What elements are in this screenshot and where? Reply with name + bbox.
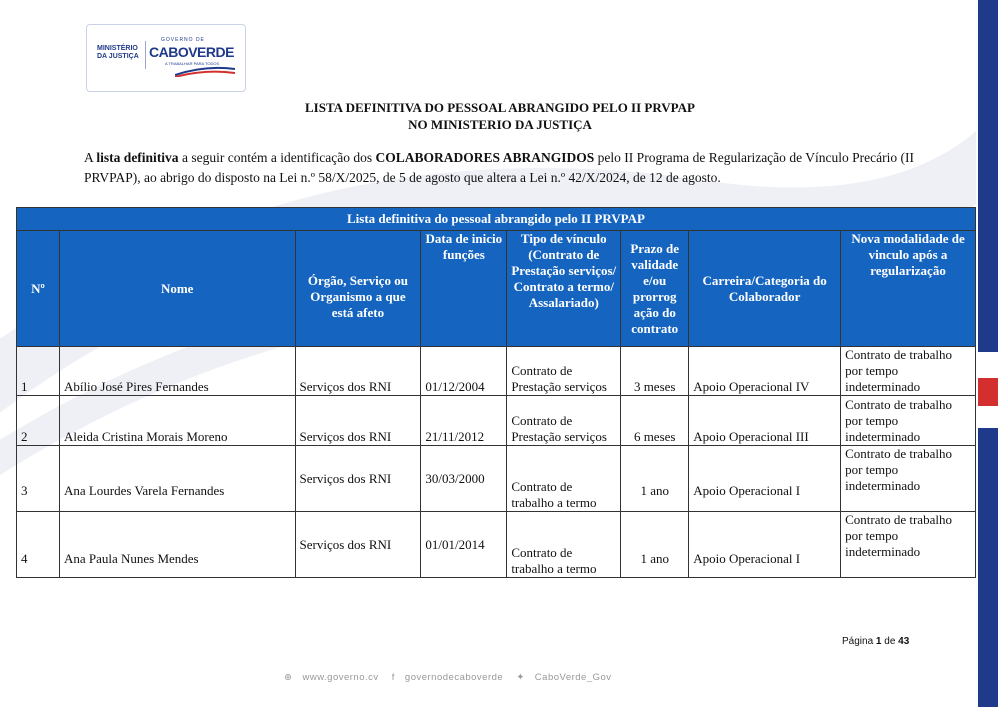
table-caption: Lista definitiva do pessoal abrangido pelo II PRVPAP xyxy=(17,208,976,231)
intro-paragraph: A lista definitiva a seguir contém a identificação dos COLABORADORES ABRANGIDOS pelo II Programa de Regularização de Vínculo Precário (II PRVPAP), ao abrigo do disposto na Lei n.º 58/X/2025, de 5 de agosto que altera a Lei n.º 42/X/2024, de 12 de agosto. xyxy=(84,150,914,185)
logo-gov-text: GOVERNO DE xyxy=(161,37,205,43)
twitter-icon: ✦ xyxy=(516,672,525,683)
cell-nome: Ana Paula Nunes Mendes xyxy=(59,512,295,578)
cell-nova: Contrato de trabalho por tempo indeterminado xyxy=(841,446,976,512)
col-header-orgao: Órgão, Serviço ou Organismo a que está afeto xyxy=(295,231,421,347)
logo-brand-text: CABOVERDE xyxy=(149,44,234,60)
cell-orgao: Serviços dos RNI xyxy=(295,347,421,396)
logo-swoosh-icon xyxy=(175,65,235,77)
cell-tipo: Contrato de Prestação serviços xyxy=(507,347,621,396)
cell-nova: Contrato de trabalho por tempo indeterminado xyxy=(841,347,976,396)
document-title-line2: NO MINISTERIO DA JUSTIÇA xyxy=(408,117,592,132)
cell-prazo: 1 ano xyxy=(621,512,689,578)
cell-nova: Contrato de trabalho por tempo indeterminado xyxy=(841,512,976,578)
cell-prazo: 1 ano xyxy=(621,446,689,512)
logo-ministry-text: MINISTÉRIO DA JUSTIÇA xyxy=(97,45,139,60)
cell-nome: Ana Lourdes Varela Fernandes xyxy=(59,446,295,512)
cell-orgao: Serviços dos RNI xyxy=(295,446,421,512)
table-row xyxy=(17,446,976,512)
cell-data: 01/12/2004 xyxy=(421,347,507,396)
globe-icon: ⊕ xyxy=(284,672,293,683)
cell-carreira: Apoio Operacional IV xyxy=(689,347,841,396)
col-header-carreira: Carreira/Categoria do Colaborador xyxy=(689,231,841,347)
ministry-logo xyxy=(86,24,246,92)
cell-tipo: Contrato de Prestação serviços xyxy=(507,396,621,446)
cell-data: 30/03/2000 xyxy=(421,446,507,512)
col-header-data: Data de inicio funções xyxy=(421,231,507,347)
cell-data: 01/01/2014 xyxy=(421,512,507,578)
cell-tipo: Contrato de trabalho a termo xyxy=(507,512,621,578)
cell-num: 1 xyxy=(17,347,60,396)
facebook-link[interactable]: governodecaboverde xyxy=(404,672,504,683)
cell-carreira: Apoio Operacional III xyxy=(689,396,841,446)
website-link[interactable]: www.governo.cv xyxy=(302,672,379,683)
cell-prazo: 6 meses xyxy=(621,396,689,446)
col-header-nome: Nome xyxy=(59,231,295,347)
col-header-num: Nº xyxy=(17,231,60,347)
cell-num: 4 xyxy=(17,512,60,578)
table-row xyxy=(17,396,976,446)
table-row xyxy=(17,512,976,578)
col-header-prazo: Prazo de validade e/ou prorrog ação do contrato xyxy=(621,231,689,347)
cell-orgao: Serviços dos RNI xyxy=(295,512,421,578)
table-row xyxy=(17,347,976,396)
cell-nome: Aleida Cristina Morais Moreno xyxy=(59,396,295,446)
cell-orgao: Serviços dos RNI xyxy=(295,396,421,446)
personnel-table xyxy=(16,207,976,578)
cell-num: 3 xyxy=(17,446,60,512)
col-header-nova: Nova modalidade de vinculo após a regularização xyxy=(841,231,976,347)
cell-carreira: Apoio Operacional I xyxy=(689,446,841,512)
cell-prazo: 3 meses xyxy=(621,347,689,396)
cell-nome: Abílio José Pires Fernandes xyxy=(59,347,295,396)
facebook-icon: f xyxy=(391,672,395,683)
col-header-tipo: Tipo de vínculo (Contrato de Prestação serviços/ Contrato a termo/ Assalariado) xyxy=(507,231,621,347)
logo-tagline: A TRABALHAR PARA TODOS xyxy=(165,61,220,66)
twitter-link[interactable]: CaboVerde_Gov xyxy=(534,672,612,683)
document-title-line1: LISTA DEFINITIVA DO PESSOAL ABRANGIDO PELO II PRVPAP xyxy=(305,100,695,115)
cell-tipo: Contrato de trabalho a termo xyxy=(507,446,621,512)
cell-num: 2 xyxy=(17,396,60,446)
footer-links xyxy=(284,672,622,683)
cell-carreira: Apoio Operacional I xyxy=(689,512,841,578)
page-number: Página 1 de 43 xyxy=(842,636,910,647)
cell-data: 21/11/2012 xyxy=(421,396,507,446)
cell-nova: Contrato de trabalho por tempo indeterminado xyxy=(841,396,976,446)
